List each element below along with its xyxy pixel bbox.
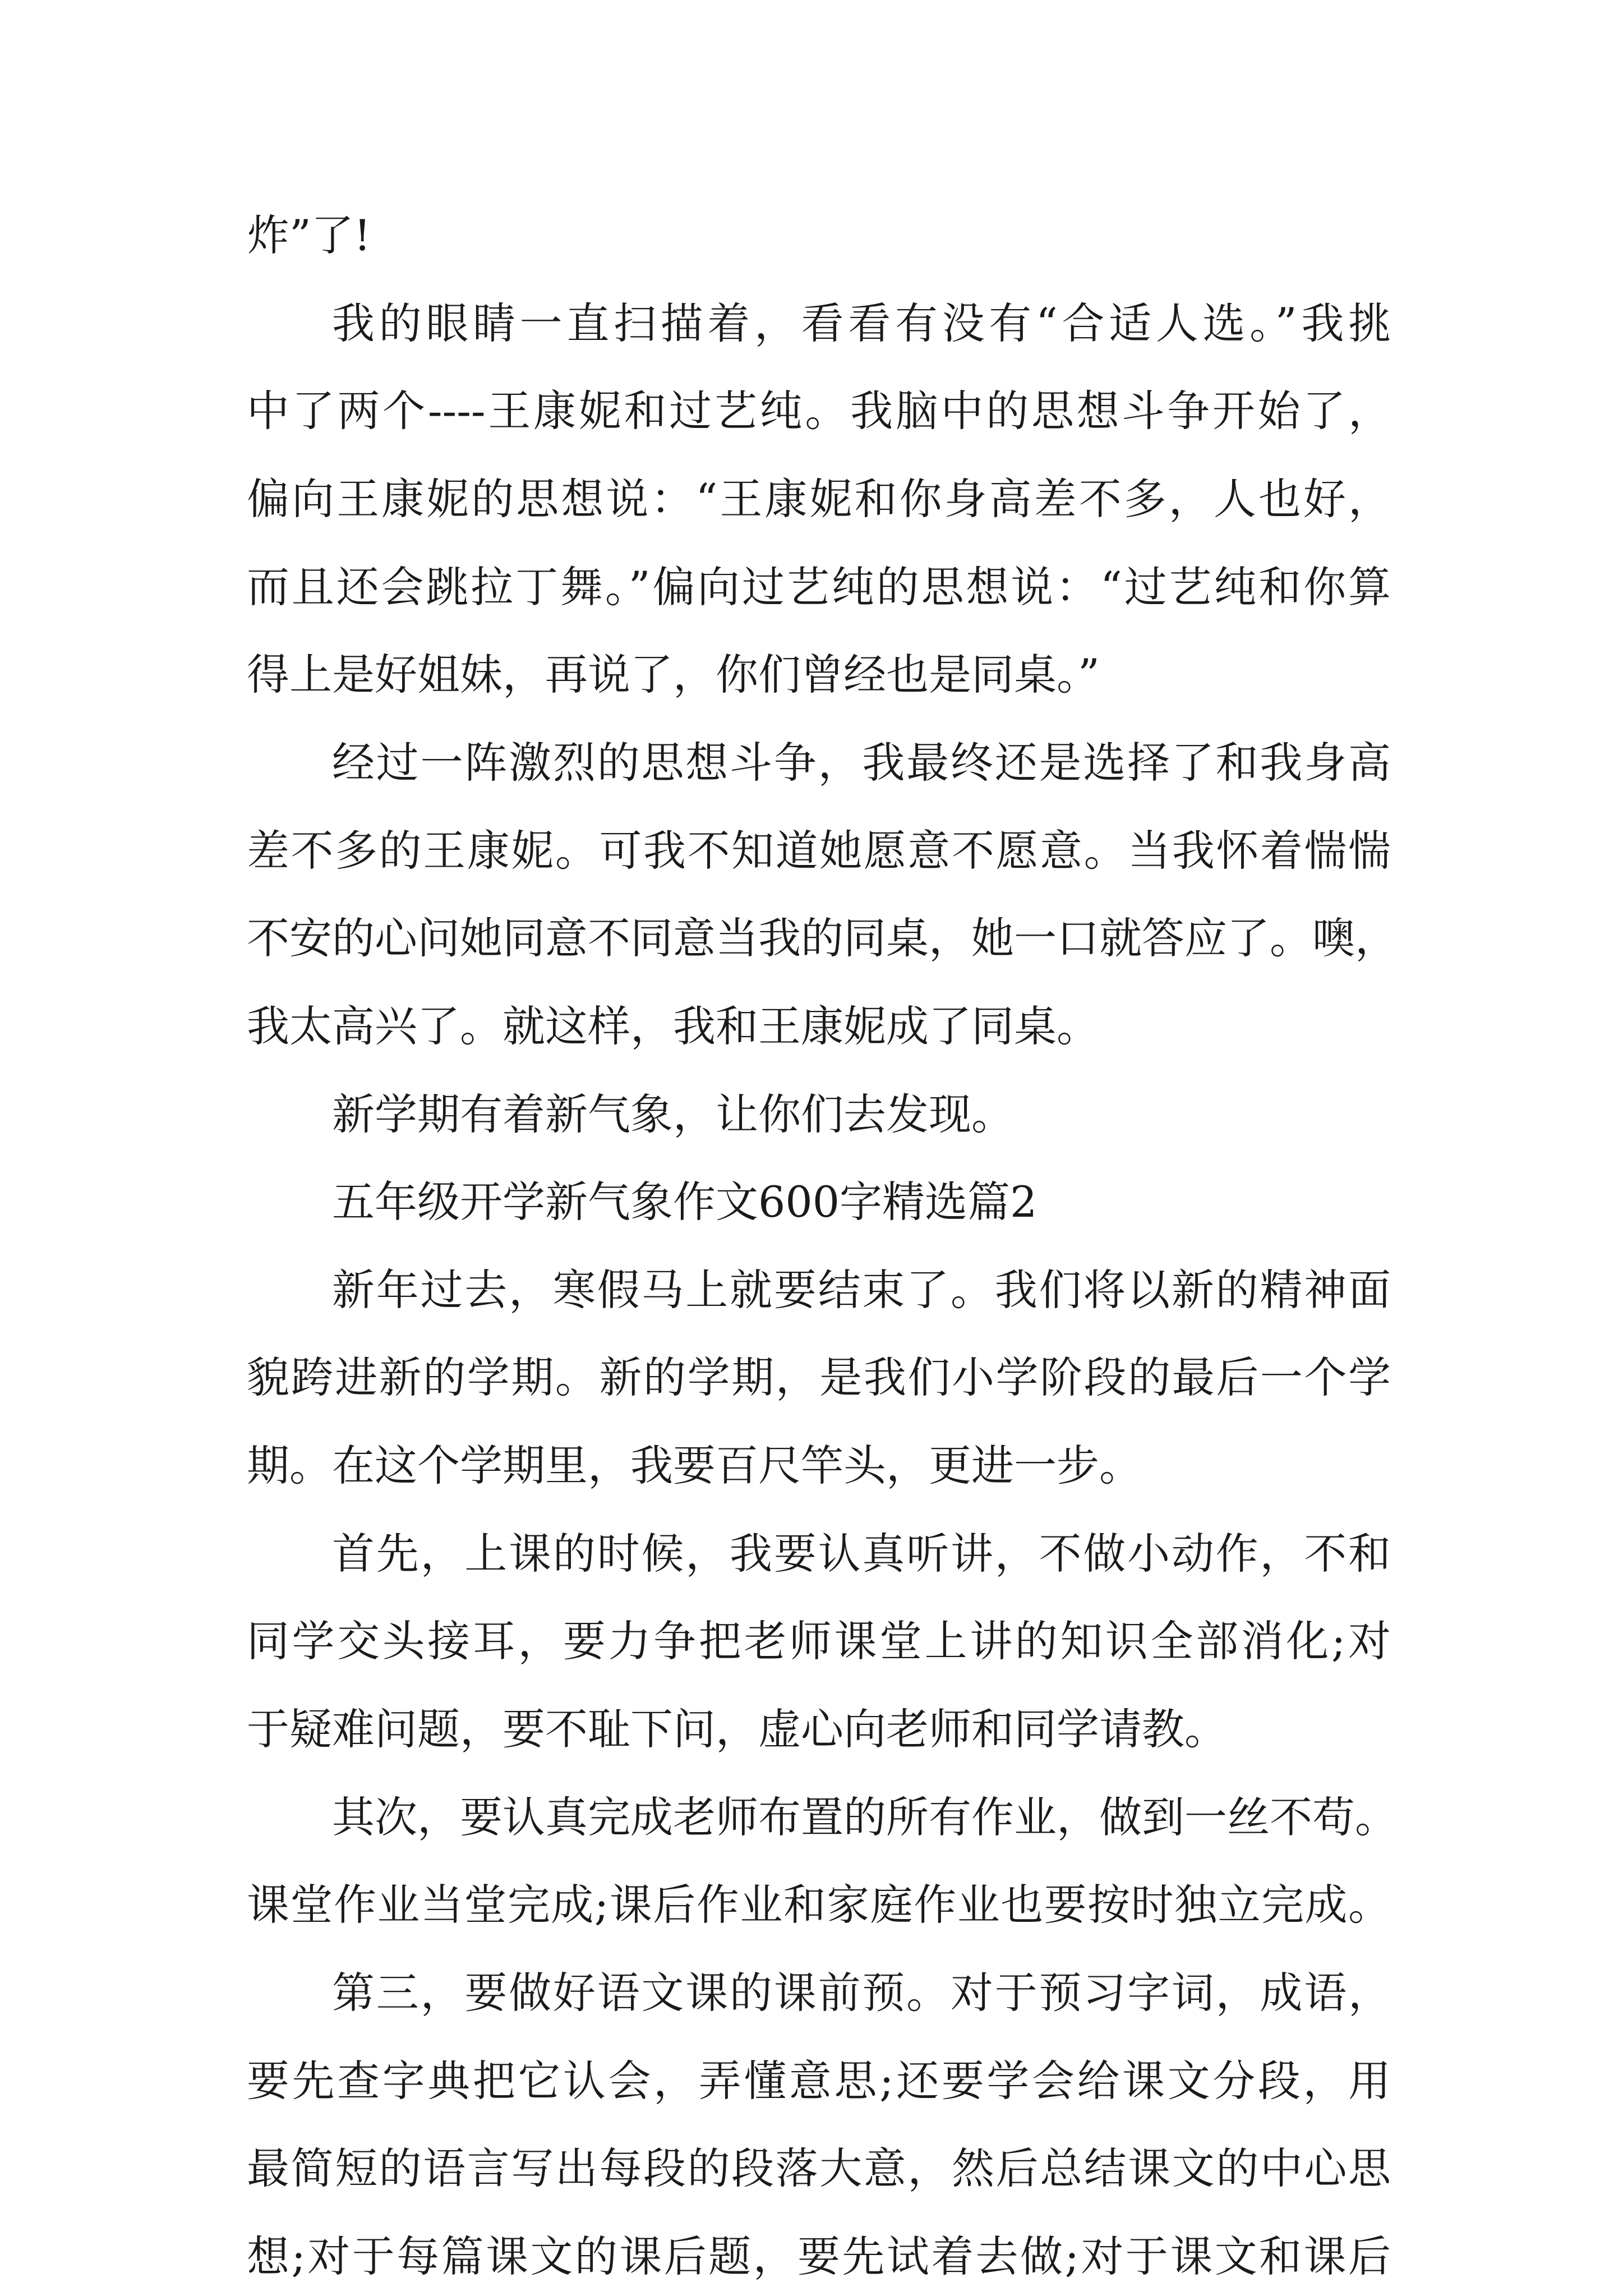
text-line: 我太高兴了。就这样，我和王康妮成了同桌。 [247,1001,1099,1051]
text-line: 得上是好姐妹，再说了，你们曾经也是同桌。” [247,650,1100,700]
text-line: 同学交头接耳，要力争把老师课堂上讲的知识全部消化;对 [247,1616,1391,1666]
text-line: 我的眼睛一直扫描着，看看有没有“合适人选。”我挑 [332,298,1391,348]
text-line: 期。在这个学期里，我要百尺竿头，更进一步。 [247,1441,1142,1490]
text-line: 课堂作业当堂完成;课后作业和家庭作业也要按时独立完成。 [247,1880,1391,1930]
text-line: 首先，上课的时候，我要认真听讲，不做小动作，不和 [332,1529,1391,1579]
text-line: 中了两个----王康妮和过艺纯。我脑中的思想斗争开始了， [247,386,1391,436]
text-line: 第三，要做好语文课的课前预。对于预习字词，成语， [332,1968,1391,2018]
text-line: 偏向王康妮的思想说：“王康妮和你身高差不多，人也好， [247,474,1391,524]
text-line: 而且还会跳拉丁舞。”偏向过艺纯的思想说：“过艺纯和你算 [247,562,1391,612]
text-line: 炸”了! [247,210,371,260]
text-line: 不安的心问她同意不同意当我的同桌，她一口就答应了。噢， [247,913,1398,963]
text-line: 新年过去，寒假马上就要结束了。我们将以新的精神面 [332,1265,1391,1315]
text-line: 差不多的王康妮。可我不知道她愿意不愿意。当我怀着惴惴 [247,826,1391,876]
text-line: 想;对于每篇课文的课后题，要先试着去做;对于课文和课后 [247,2231,1391,2281]
text-line: 新学期有着新气象，让你们去发现。 [332,1089,1014,1139]
text-line: 要先查字典把它认会，弄懂意思;还要学会给课文分段，用 [247,2056,1391,2106]
text-line: 貌跨进新的学期。新的学期，是我们小学阶段的最后一个学 [247,1352,1391,1402]
text-line: 经过一阵激烈的思想斗争，我最终还是选择了和我身高 [332,738,1391,788]
text-line: 于疑难问题，要不耻下问，虚心向老师和同学请教。 [247,1704,1227,1754]
text-line: 其次，要认真完成老师布置的所有作业，做到一丝不苟。 [332,1792,1398,1842]
text-line: 最简短的语言写出每段的段落大意，然后总结课文的中心思 [247,2143,1391,2193]
section-heading: 五年级开学新气象作文600字精选篇2 [332,1177,1038,1227]
